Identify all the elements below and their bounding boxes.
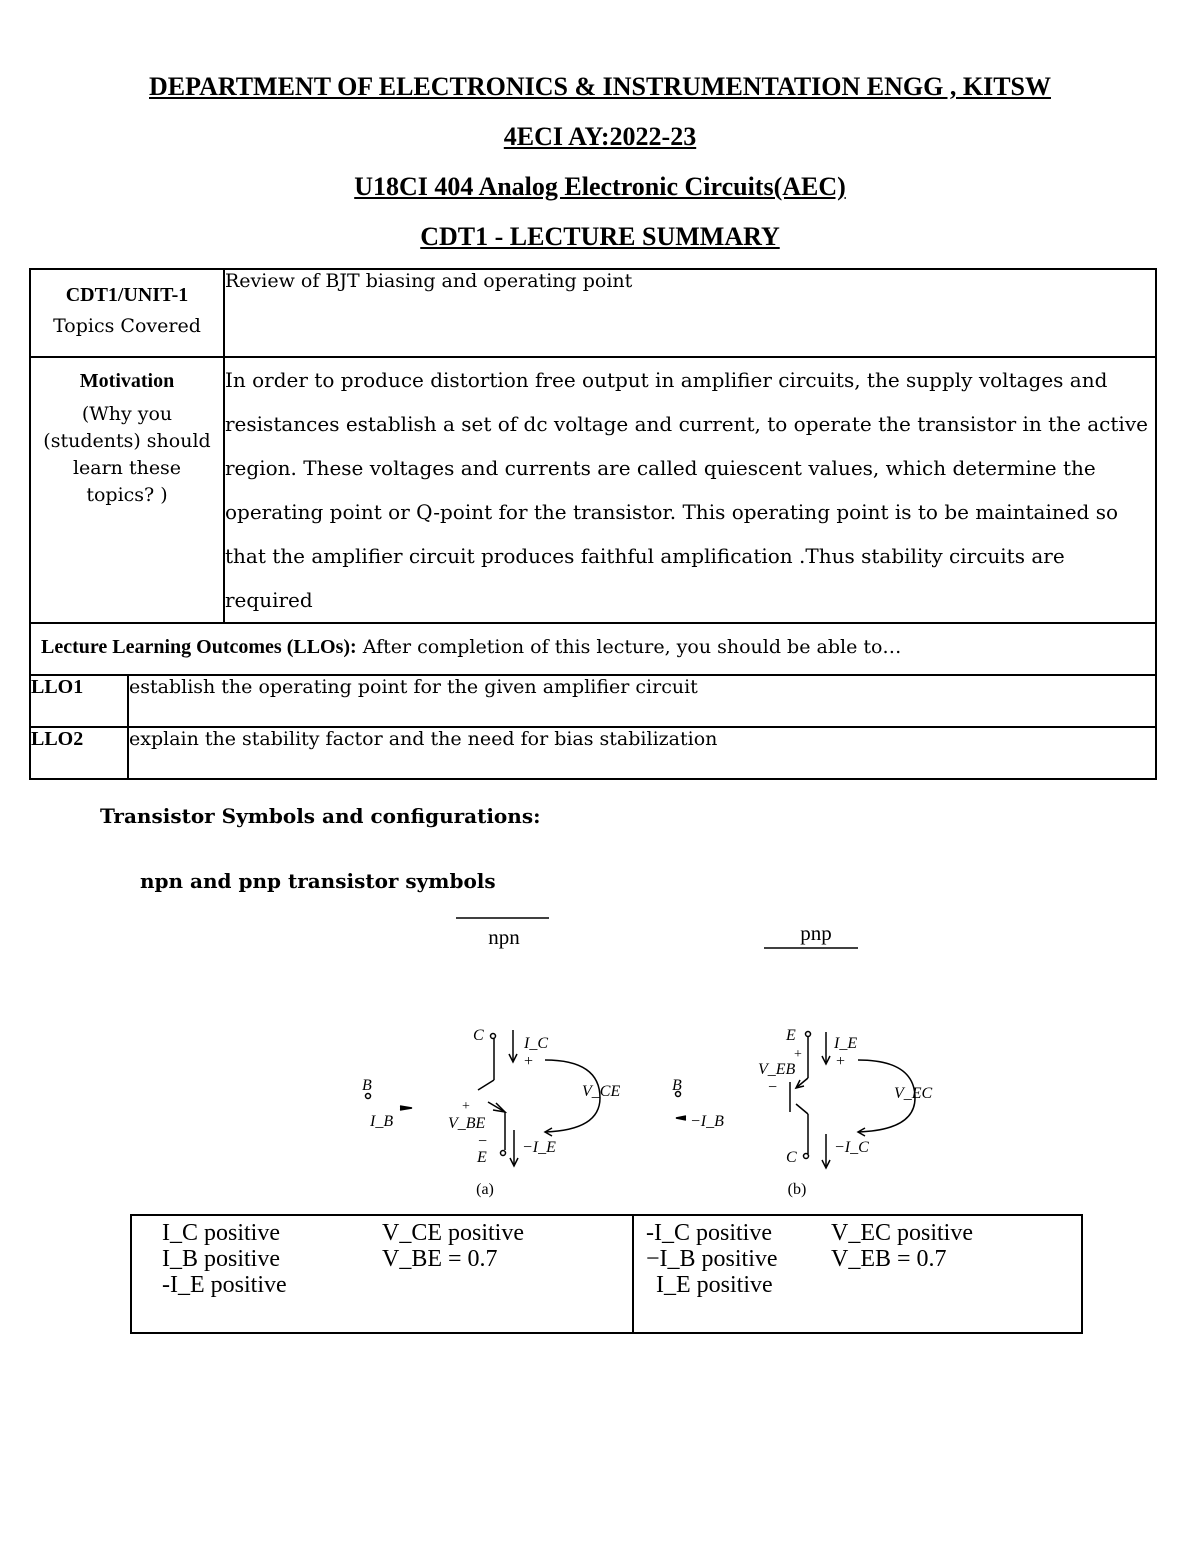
motivation-subtitle: (Why you (students) should learn these topics? )	[43, 403, 211, 506]
topics-label: Topics Covered	[53, 315, 201, 337]
npn-title: npn	[488, 925, 520, 949]
unit-cell	[30, 269, 224, 357]
npn-vbe-label: V_BE	[448, 1115, 486, 1132]
motivation-label: Motivation	[79, 370, 175, 392]
npn-ib-positive: I_B positive	[162, 1246, 280, 1272]
pnp-ie-label: I_E	[834, 1035, 858, 1052]
section-heading: Transistor Symbols and configurations:	[100, 804, 541, 828]
npn-plus-top: +	[524, 1053, 534, 1070]
pnp-vec-label: V_EC	[894, 1085, 933, 1102]
npn-plus-mid: +	[462, 1099, 470, 1114]
llo-text: explain the stability factor and the need for bias stabilization	[128, 727, 1156, 779]
pnp-ie-positive: I_E positive	[656, 1272, 773, 1298]
transistor-symbols-figure	[0, 900, 1200, 1210]
pnp-ic-label: −I_C	[834, 1139, 869, 1156]
npn-ib-label: I_B	[370, 1113, 394, 1130]
npn-ie-label: −I_E	[522, 1139, 556, 1156]
pnp-caption: (b)	[787, 1181, 807, 1198]
department-title: DEPARTMENT OF ELECTRONICS & INSTRUMENTATION ENGG , KITSW	[149, 72, 1051, 101]
section-subheading: npn and pnp transistor symbols	[140, 869, 496, 893]
npn-caption: (a)	[476, 1181, 494, 1198]
llo-label: LLO1	[30, 675, 128, 727]
sign-convention-table	[130, 1214, 1083, 1334]
pnp-sign-cell	[633, 1215, 1082, 1333]
motivation-text: In order to produce distortion free output in amplifier circuits, the supply voltages and resistances establish a set of dc voltage and current, to operate the transistor in the active region. These voltages and currents are called quiescent values, which determine the operating point or Q-point for the transistor. This operating point is to be maintained so that the amplifier circuit produces faithful amplification .Thus stability circuits are required	[224, 357, 1156, 623]
pnp-emitter-label: E	[786, 1027, 796, 1044]
pnp-plus-mid: +	[794, 1047, 802, 1062]
pnp-minus: −	[768, 1079, 778, 1096]
llo-row	[30, 675, 1156, 727]
npn-ie-positive: -I_E positive	[162, 1272, 287, 1298]
llo-label: LLO2	[30, 727, 128, 779]
npn-emitter-label: E	[477, 1149, 487, 1166]
pnp-ic-positive: -I_C positive	[646, 1220, 772, 1246]
npn-vbe-value: V_BE = 0.7	[382, 1246, 498, 1272]
pnp-collector-label: C	[786, 1149, 797, 1166]
llo-row	[30, 727, 1156, 779]
npn-base-label: B	[362, 1077, 372, 1094]
pnp-base-label: B	[672, 1077, 682, 1094]
npn-vce-label: V_CE	[582, 1083, 621, 1100]
npn-minus: −	[478, 1133, 488, 1150]
llo-intro: After completion of this lecture, you should be able to…	[362, 636, 902, 658]
academic-year: 4ECI AY:2022-23	[503, 122, 697, 151]
pnp-plus-top: +	[836, 1053, 846, 1070]
npn-collector-label: C	[473, 1027, 484, 1044]
llo-heading-row	[30, 623, 1156, 675]
npn-vce-positive: V_CE positive	[382, 1220, 524, 1246]
llo-heading: Lecture Learning Outcomes (LLOs):	[41, 636, 357, 658]
pnp-veb-value: V_EB = 0.7	[831, 1246, 947, 1272]
npn-ic-label: I_C	[524, 1035, 548, 1052]
pnp-title: pnp	[800, 921, 832, 945]
pnp-vec-positive: V_EC positive	[831, 1220, 973, 1246]
pnp-ib-label: −I_B	[690, 1113, 724, 1130]
course-title: U18CI 404 Analog Electronic Circuits(AEC)	[354, 172, 846, 201]
llo-text: establish the operating point for the given amplifier circuit	[128, 675, 1156, 727]
npn-ic-positive: I_C positive	[162, 1220, 280, 1246]
lecture-summary-table	[29, 268, 1157, 780]
summary-title: CDT1 - LECTURE SUMMARY	[420, 222, 780, 251]
pnp-veb-label: V_EB	[758, 1061, 796, 1078]
topics-covered: Review of BJT biasing and operating point	[224, 269, 1156, 357]
motivation-cell	[30, 357, 224, 623]
unit-label: CDT1/UNIT-1	[65, 284, 189, 306]
pnp-ib-positive: −I_B positive	[646, 1246, 778, 1272]
npn-sign-cell	[131, 1215, 633, 1333]
